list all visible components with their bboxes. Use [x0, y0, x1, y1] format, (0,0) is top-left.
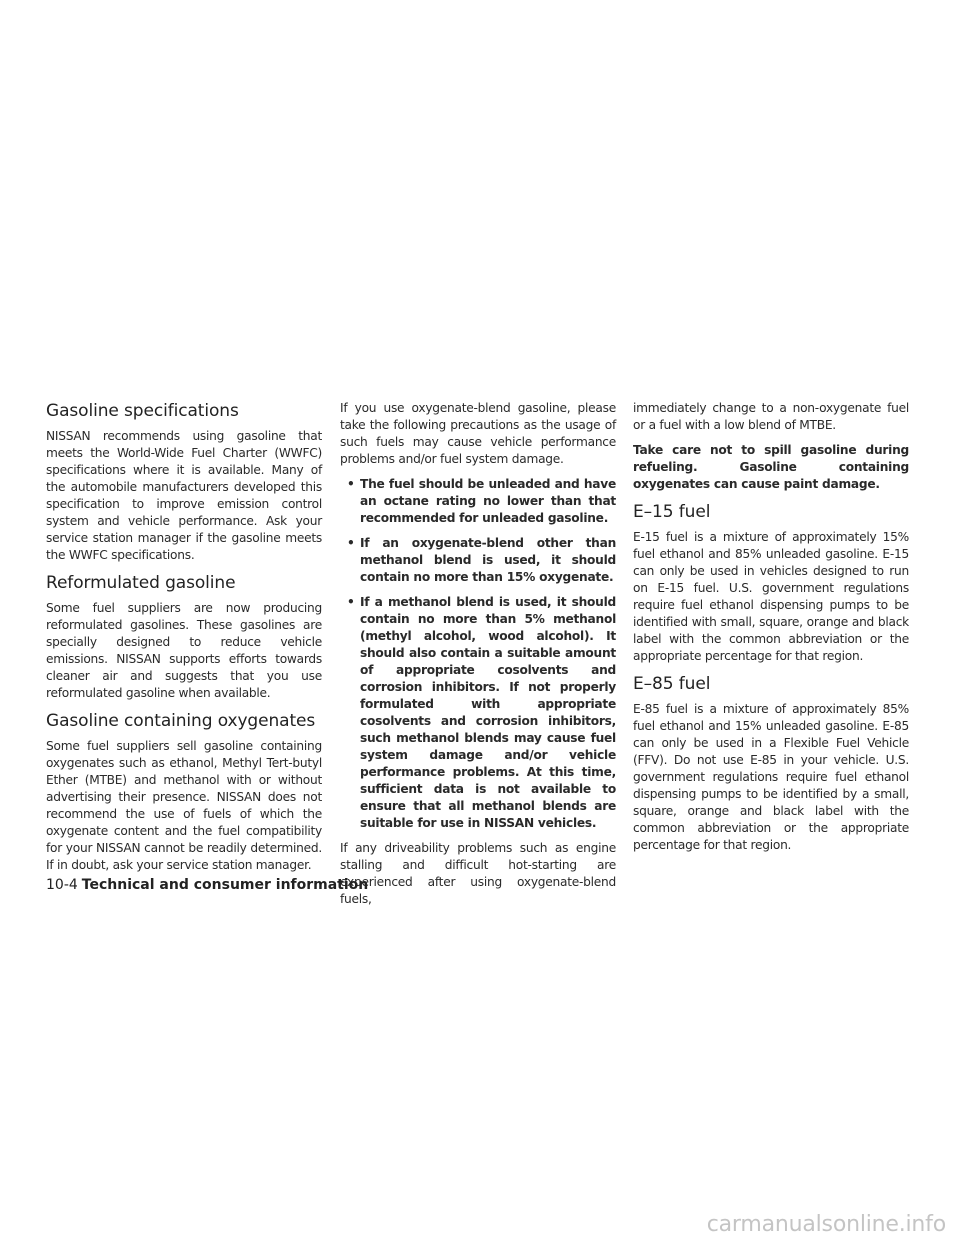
heading-reformulated-gasoline: Reformulated gasoline: [46, 573, 236, 593]
paint-damage-warning: Take care not to spill gasoline during refueling. Gasoline containing oxygenates can cause paint damage.: [633, 443, 909, 491]
column-left: [46, 400, 322, 882]
paragraph-e85-fuel: E-85 fuel is a mixture of approximately 85% fuel ethanol and 15% unleaded gasoline. E-85 can only be used in a Flexible Fuel Vehicle (FFV). Do not use E-85 in your vehicle. U.S. government regulations require fuel ethanol dispensing pumps to be identified by a small, square, orange and black label with the common abbreviation or the appropriate percentage for that region.: [633, 702, 909, 852]
page-number: 10-4: [46, 877, 78, 893]
heading-gasoline-specifications: Gasoline specifications: [46, 401, 239, 421]
paragraph-oxygenate-precautions: If you use oxygenate-blend gasoline, please take the following precautions as the usage of such fuels may cause vehicle performance problems and/or fuel system damage.: [340, 401, 616, 466]
paragraph-continuation: immediately change to a non-oxygenate fuel or a fuel with a low blend of MTBE.: [633, 401, 909, 432]
heading-e15-fuel: E–15 fuel: [633, 502, 711, 522]
paragraph-gasoline-oxygenates: Some fuel suppliers sell gasoline containing oxygenates such as ethanol, Methyl Tert-butyl Ether (MTBE) and methanol with or without advertising their presence. NISSAN does not recommend the use of fuels of which the oxygenate content and the fuel compatibility for your NISSAN cannot be readily determined. If in doubt, ask your service station manager.: [46, 739, 322, 872]
paragraph-reformulated-gasoline: Some fuel suppliers are now producing reformulated gasolines. These gasolines are specially designed to reduce vehicle emissions. NISSAN supports efforts towards cleaner air and suggests that you use reformulated gasoline when available.: [46, 601, 322, 700]
list-item: • The fuel should be unleaded and have an octane rating no lower than that recommended for unleaded gasoline.: [360, 476, 616, 527]
column-right: [633, 400, 909, 862]
paragraph-e15-fuel: E-15 fuel is a mixture of approximately 15% fuel ethanol and 85% unleaded gasoline. E-15 can only be used in vehicles designed to run on E-15 fuel. U.S. government regulations require fuel ethanol dispensing pumps to be identified with small, square, orange and black label with the common abbreviation or the appropriate percentage for that region.: [633, 530, 909, 663]
paragraph-driveability: If any driveability problems such as engine stalling and difficult hot-starting are experienced after using oxygenate-blend fuels,: [340, 841, 616, 906]
watermark: carmanualsonline.info: [706, 1212, 946, 1237]
list-item: • If a methanol blend is used, it should contain no more than 5% methanol (methyl alcohol, wood alcohol). It should also contain a suitable amount of appropriate cosolvents and corrosion inhibitors. If not properly formulated with appropriate cosolvents and corrosion inhibitors, such methanol blends may cause fuel system damage and/or vehicle performance problems. At this time, sufficient data is not available to ensure that all methanol blends are suitable for use in NISSAN vehicles.: [360, 594, 616, 832]
column-middle: [340, 400, 616, 916]
precautions-list: [340, 476, 616, 832]
section-title: Technical and consumer information: [81, 877, 369, 893]
page-footer: [46, 876, 368, 894]
heading-gasoline-oxygenates: Gasoline containing oxygenates: [46, 711, 316, 731]
heading-e85-fuel: E–85 fuel: [633, 674, 711, 694]
list-item: • If an oxygenate-blend other than methanol blend is used, it should contain no more than 15% oxygenate.: [360, 535, 616, 586]
paragraph-gasoline-specifications: NISSAN recommends using gasoline that meets the World-Wide Fuel Charter (WWFC) specifications where it is available. Many of the automobile manufacturers developed this specification to improve emission control system and vehicle performance. Ask your service station manager if the gasoline meets the WWFC specifications.: [46, 429, 322, 562]
